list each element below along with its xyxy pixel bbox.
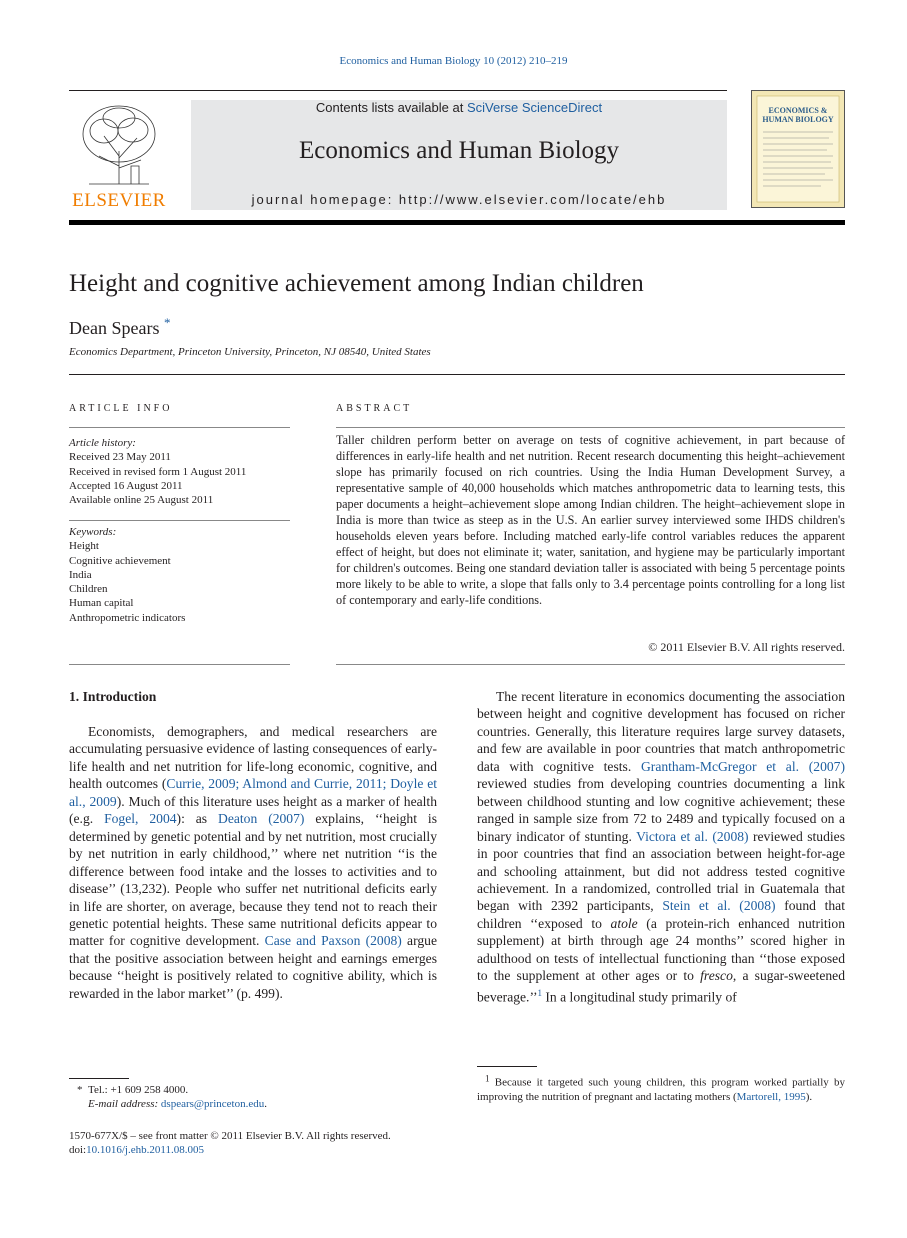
header-thick-rule (69, 220, 845, 225)
citation-link[interactable]: Grantham-McGregor et al. (2007) (640, 758, 845, 774)
journal-title: Economics and Human Biology (298, 137, 620, 164)
text-run: reviewed studies in poor countries that find an association between height-for-age and schooling attainment, but did not address tested cognitive achievement. In a randomized, controlled trial in Guatemala that began with 2392 participants, (477, 828, 846, 914)
email-label: E-mail address: (88, 1098, 161, 1110)
author-footnote-tel (69, 1083, 437, 1097)
author-name: Dean Spears (69, 318, 160, 338)
doi-link[interactable]: 10.1016/j.ehb.2011.08.005 (86, 1144, 204, 1156)
text-run-italic: fresco (700, 968, 733, 984)
right-footnote-rule (477, 1066, 537, 1067)
abstract-bottom-rule (336, 664, 845, 665)
keyword-item: Anthropometric indicators (69, 611, 186, 624)
article-title: Height and cognitive achievement among Indian children (69, 270, 644, 297)
author-telephone: Tel.: +1 609 258 4000. (88, 1084, 189, 1096)
text-run-italic: atole (610, 915, 638, 931)
keyword-item: Children (69, 583, 108, 596)
footnote-1-mark[interactable]: 1 (537, 987, 542, 998)
history-received: Received 23 May 2011 (69, 451, 171, 464)
text-run: Economists, demographers, and medical researchers are accumulating persuasive evidence of lasting consequences of early-life health and net nutrition for life-long economic, cognitive, and health outcomes ( (69, 724, 438, 792)
journal-homepage[interactable]: journal homepage: http://www.elsevier.com/locate/ehb (251, 192, 667, 207)
front-matter-note (69, 1129, 469, 1157)
body-left-column (69, 723, 437, 1002)
text-run: The recent literature in economics documenting the association between height and cognitive development has focused on richer countries. Generally, this literature requires large survey datasets, and few are available in poor countries that match anthropometric data with cognitive tests. (477, 689, 845, 774)
keywords-label: Keywords: (69, 526, 117, 538)
footnote-star: * (77, 1084, 83, 1096)
history-accepted: Accepted 16 August 2011 (69, 479, 183, 492)
text-run: . (264, 1098, 267, 1110)
text-run: found that children ‘‘exposed to (477, 898, 845, 931)
keyword-item: Cognitive achievement (69, 554, 171, 567)
author-footnote (69, 1083, 437, 1111)
text-run: , a sugar-sweetened beverage.’’ (477, 968, 845, 1005)
citation-link[interactable]: Currie, 2009; Almond and Currie, 2011; Doyle et al., 2009 (69, 776, 437, 809)
contents-prefix: Contents lists available at (315, 100, 467, 115)
journal-citation: Economics and Human Biology 10 (2012) 210–219 (339, 55, 568, 67)
history-revised: Received in revised form 1 August 2011 (69, 465, 247, 478)
title-rule (69, 374, 845, 375)
history-label: Article history: (69, 437, 136, 449)
author-footnote-mark[interactable]: * (163, 315, 171, 330)
text-run: In a longitudinal study primarily of (542, 989, 737, 1005)
citation-link[interactable]: Case and Paxson (2008) (264, 933, 402, 949)
footnote-1-number (477, 1073, 490, 1089)
journal-cover-thumbnail (751, 90, 845, 208)
keyword-item: Height (69, 540, 99, 553)
section-heading-introduction: 1. Introduction (69, 689, 157, 704)
abstract-copyright: © 2011 Elsevier B.V. All rights reserved. (648, 640, 845, 654)
abstract-label: ABSTRACT (336, 403, 413, 414)
keyword-item: India (69, 568, 92, 581)
article-info-bottom-rule (69, 664, 290, 665)
email-link[interactable]: dspears@princeton.edu (160, 1098, 265, 1110)
citation-link[interactable]: Fogel, 2004 (104, 811, 177, 827)
contents-line (191, 100, 727, 115)
article-info-rule (69, 427, 290, 428)
author-line (69, 315, 170, 339)
keywords-list (69, 525, 290, 625)
text-run: ). Much of this literature uses height as a marker of health (e.g. (69, 793, 437, 827)
footnote-number: 1 (485, 1073, 490, 1083)
left-footnote-rule (69, 1078, 129, 1079)
article-info-label: ARTICLE INFO (69, 403, 173, 414)
text-run: Because it targeted such young children, this program worked partially by improving the nutrition of pregnant and lactating mothers ( (477, 1076, 845, 1103)
text-run: argue that the positive association between height and earnings emerges because ‘‘height is positively related to cognitive ability, which is rewarded in the labor market’’ (p. 499). (69, 933, 437, 1001)
header-rule (69, 90, 727, 91)
text-run: ): as (176, 811, 219, 827)
citation-link[interactable]: Martorell, 1995 (736, 1090, 806, 1103)
citation-link[interactable]: Deaton (2007) (218, 811, 305, 827)
abstract-text: Taller children perform better on average on tests of cognitive achievement, in part because of differences in early-life health and net nutrition. Recent research documenting this height–achievement slope has primarily focused on rich countries. Using the India Human Development Survey, a representative sample of 40,000 households which matches anthropometric data to learning tests, this paper documents a height–achievement slope among Indian children. The height–achievement slope in India is more than twice as steep as in the U.S. An earlier survey interviewed some IHDS children's households eleven years before. Including matched early-life control variables reduces the apparent effect of height, but does not eliminate it; water, sanitation, and hygiene may be particularly important for children's outcomes. Being one standard deviation taller is associated with being 5 percentage points more likely to be able to write, a slope that falls only to 3.4 percentage points controlling for a long list of contemporary and early-life conditions. (336, 433, 845, 608)
issn-line: 1570-677X/$ – see front matter © 2011 Elsevier B.V. All rights reserved. (69, 1130, 391, 1142)
text-run: explains, ‘‘height is determined by genetic potential and by net nutrition, most crucially by net nutrition in early childhood,’’ where net nutrition ‘‘is the difference between food intake and the losses to activities and to disease’’ (13,232). People who suffer net nutritional deficits early in life are shorter, on average, because they tend not to reach their genetic potential heights. These same nutritional deficits appear to matter for cognitive development. (69, 811, 437, 949)
author-footnote-email (69, 1097, 437, 1111)
author-affiliation: Economics Department, Princeton University, Princeton, NJ 08540, United States (69, 346, 431, 358)
citation-link[interactable]: Victora et al. (2008) (636, 828, 749, 844)
text-run: ). (805, 1090, 813, 1103)
abstract-rule (336, 427, 845, 428)
intro-paragraph-2 (477, 688, 845, 1006)
sciencedirect-link[interactable]: SciVerse ScienceDirect (466, 100, 603, 115)
footnote-1 (477, 1071, 845, 1104)
doi-label: doi: (69, 1144, 87, 1156)
cover-title: ECONOMICS & HUMAN BIOLOGY (762, 106, 834, 124)
elsevier-wordmark: ELSEVIER (72, 190, 166, 211)
doi-line (69, 1143, 469, 1157)
article-history (69, 436, 290, 507)
intro-paragraph-1 (69, 723, 437, 1002)
citation-link[interactable]: Stein et al. (2008) (662, 898, 776, 914)
text-run: (a protein-rich enhanced nutrition supplement) at birth through age 24 months’’ scored higher in adulthood on tests of intellectual functioning than ‘‘those exposed to the supplement at other ages or to (477, 915, 845, 984)
history-online: Available online 25 August 2011 (69, 494, 214, 507)
keywords-rule (69, 520, 290, 521)
body-right-column (477, 688, 845, 1006)
text-run: reviewed studies from developing countries documenting a link between childhood stunting and low cognitive achievement; these ranged in sample size from 72 to 2489 and typically focused on a binary indicator of stunting. (477, 776, 845, 844)
keyword-item: Human capital (69, 597, 134, 610)
elsevier-logo (69, 96, 169, 211)
